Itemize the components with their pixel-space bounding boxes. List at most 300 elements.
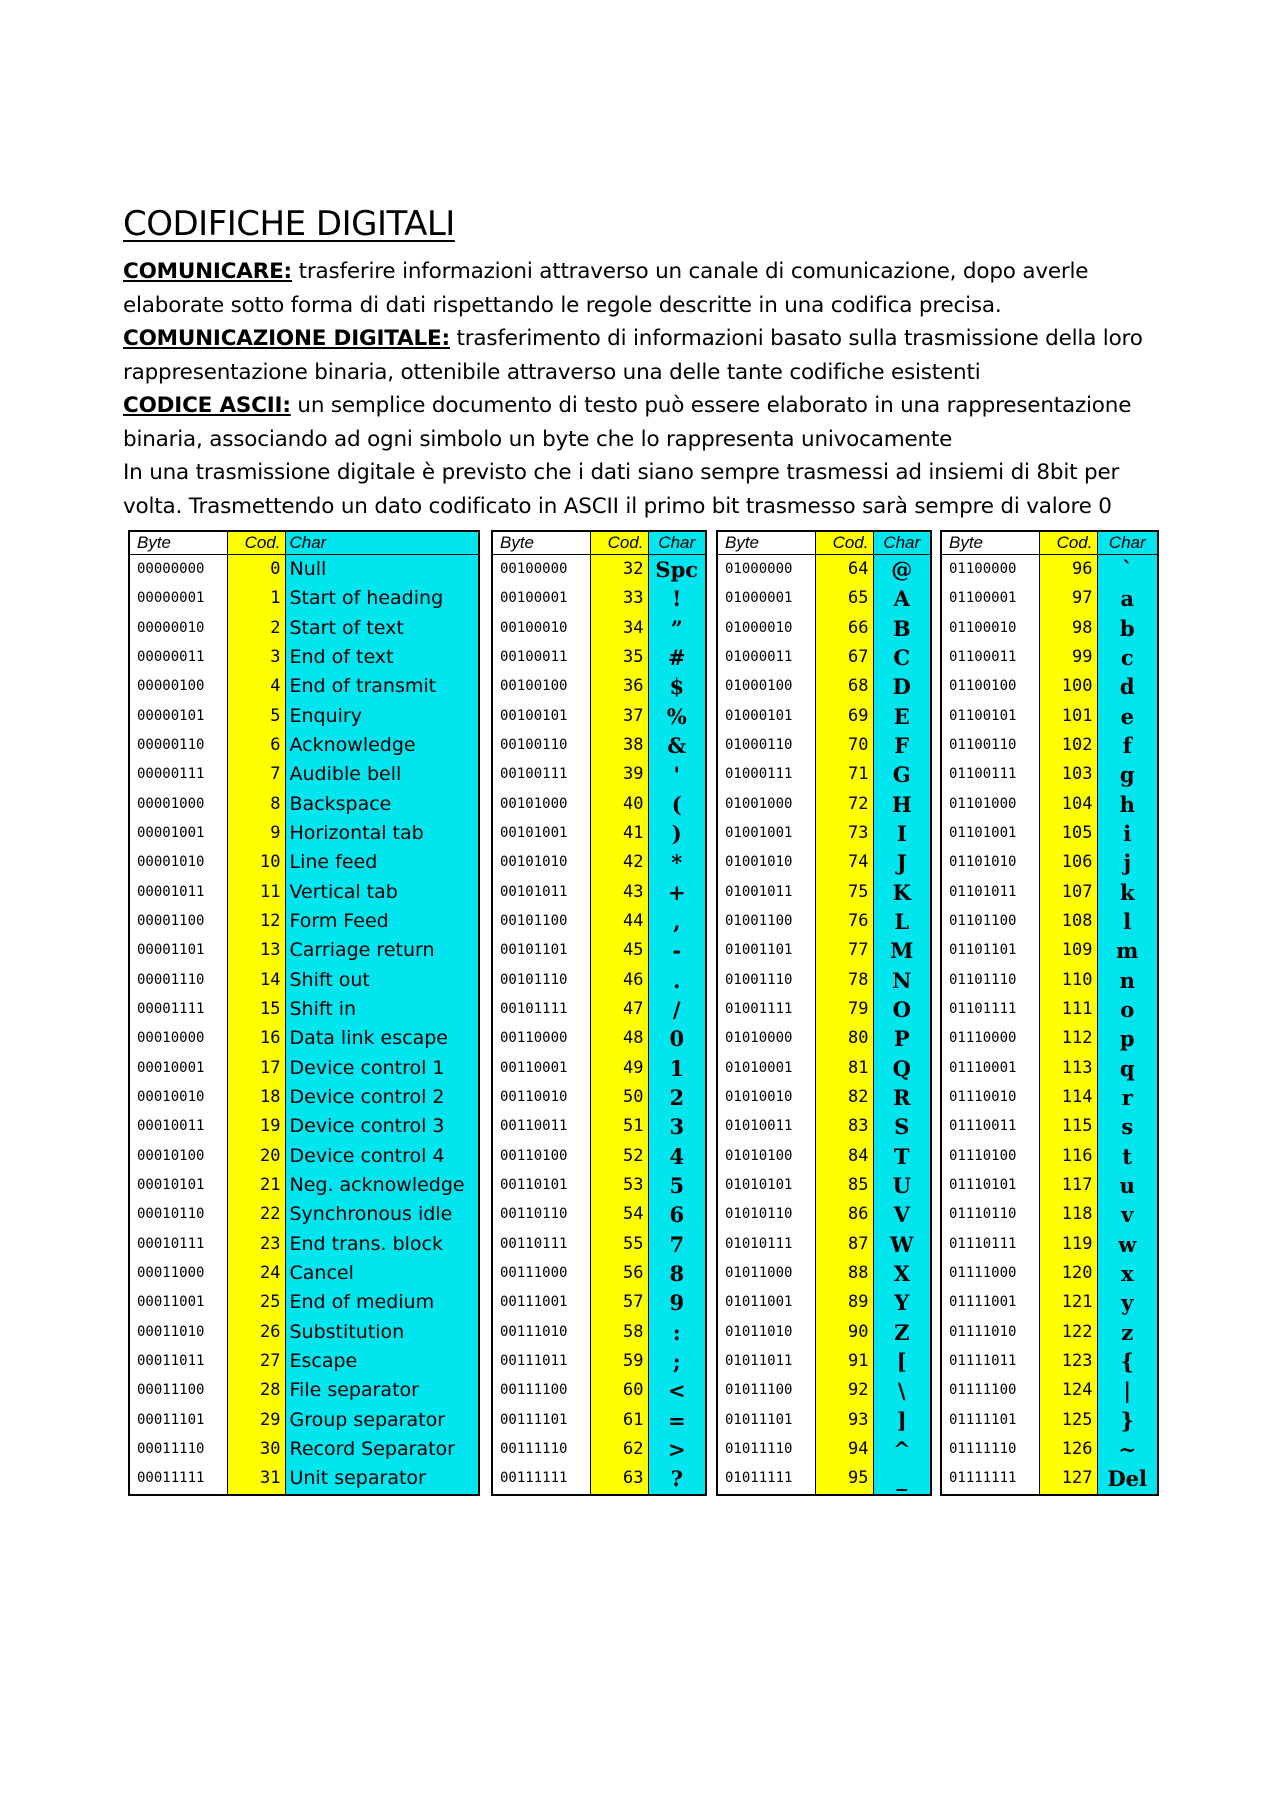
header-byte: Byte <box>129 531 227 555</box>
char-cell: ^ <box>873 1435 931 1464</box>
byte-cell: 00000000 <box>129 555 227 585</box>
char-cell: V <box>873 1200 931 1229</box>
char-cell: Group separator <box>285 1406 479 1435</box>
table-row <box>941 848 1158 877</box>
table-row <box>717 1435 931 1464</box>
char-cell: I <box>873 819 931 848</box>
char-cell: o <box>1097 995 1158 1024</box>
byte-cell: 01101111 <box>941 995 1039 1024</box>
table-row <box>941 790 1158 819</box>
char-cell: m <box>1097 936 1158 965</box>
byte-cell: 01011001 <box>717 1288 815 1317</box>
byte-cell: 00000101 <box>129 702 227 731</box>
byte-cell: 00110101 <box>492 1171 590 1200</box>
byte-cell: 00011100 <box>129 1376 227 1405</box>
byte-cell: 00101100 <box>492 907 590 936</box>
byte-cell: 01101000 <box>941 790 1039 819</box>
code-cell: 7 <box>227 760 285 789</box>
code-cell: 84 <box>815 1142 873 1171</box>
table-row <box>717 878 931 907</box>
table-header <box>717 531 931 555</box>
char-cell: u <box>1097 1171 1158 1200</box>
table-row <box>717 584 931 613</box>
table-row <box>492 848 706 877</box>
table-row <box>717 1083 931 1112</box>
table-row <box>129 1142 479 1171</box>
code-cell: 88 <box>815 1259 873 1288</box>
byte-cell: 01010001 <box>717 1054 815 1083</box>
char-cell: Shift out <box>285 966 479 995</box>
code-cell: 110 <box>1039 966 1097 995</box>
code-cell: 89 <box>815 1288 873 1317</box>
table-row <box>941 1406 1158 1435</box>
char-cell: End of medium <box>285 1288 479 1317</box>
table-row <box>941 1347 1158 1376</box>
table-row <box>492 614 706 643</box>
code-cell: 83 <box>815 1112 873 1141</box>
char-cell: 8 <box>648 1259 706 1288</box>
code-cell: 50 <box>590 1083 648 1112</box>
byte-cell: 00111000 <box>492 1259 590 1288</box>
code-cell: 111 <box>1039 995 1097 1024</box>
char-cell: A <box>873 584 931 613</box>
table-row <box>129 1464 479 1494</box>
char-cell: v <box>1097 1200 1158 1229</box>
char-cell: ” <box>648 614 706 643</box>
char-cell: y <box>1097 1288 1158 1317</box>
table-row <box>717 936 931 965</box>
code-cell: 94 <box>815 1435 873 1464</box>
char-cell: J <box>873 848 931 877</box>
byte-cell: 01110010 <box>941 1083 1039 1112</box>
byte-cell: 01101101 <box>941 936 1039 965</box>
table-row <box>941 760 1158 789</box>
char-cell: l <box>1097 907 1158 936</box>
table-row <box>941 584 1158 613</box>
code-cell: 67 <box>815 643 873 672</box>
byte-cell: 00101010 <box>492 848 590 877</box>
code-cell: 0 <box>227 555 285 585</box>
table-row <box>492 672 706 701</box>
byte-cell: 00000110 <box>129 731 227 760</box>
code-cell: 78 <box>815 966 873 995</box>
byte-cell: 01001111 <box>717 995 815 1024</box>
char-cell: N <box>873 966 931 995</box>
byte-cell: 01001101 <box>717 936 815 965</box>
code-cell: 115 <box>1039 1112 1097 1141</box>
header-cod: Cod. <box>815 531 873 555</box>
byte-cell: 01101011 <box>941 878 1039 907</box>
char-cell: Device control 4 <box>285 1142 479 1171</box>
byte-cell: 00111001 <box>492 1288 590 1317</box>
code-cell: 54 <box>590 1200 648 1229</box>
table-row <box>129 1230 479 1259</box>
byte-cell: 01010011 <box>717 1112 815 1141</box>
byte-cell: 01101010 <box>941 848 1039 877</box>
term-comunicare: COMUNICARE: <box>123 259 292 284</box>
char-cell: _ <box>873 1464 931 1494</box>
byte-cell: 00001000 <box>129 790 227 819</box>
char-cell: Escape <box>285 1347 479 1376</box>
byte-cell: 00100101 <box>492 702 590 731</box>
char-cell: Neg. acknowledge <box>285 1171 479 1200</box>
byte-cell: 00100000 <box>492 555 590 585</box>
table-row <box>941 1259 1158 1288</box>
code-cell: 121 <box>1039 1288 1097 1317</box>
table-row <box>129 1347 479 1376</box>
byte-cell: 00000100 <box>129 672 227 701</box>
code-cell: 34 <box>590 614 648 643</box>
code-cell: 66 <box>815 614 873 643</box>
table-row <box>941 672 1158 701</box>
table-row <box>492 936 706 965</box>
char-cell: Synchronous idle <box>285 1200 479 1229</box>
table-row <box>129 760 479 789</box>
byte-cell: 00101110 <box>492 966 590 995</box>
byte-cell: 00110100 <box>492 1142 590 1171</box>
char-cell: ] <box>873 1406 931 1435</box>
code-cell: 3 <box>227 643 285 672</box>
byte-cell: 00111011 <box>492 1347 590 1376</box>
table-row <box>717 1171 931 1200</box>
code-cell: 6 <box>227 731 285 760</box>
table-row <box>717 1112 931 1141</box>
table-row <box>717 1024 931 1053</box>
table-row <box>492 1230 706 1259</box>
char-cell: R <box>873 1083 931 1112</box>
char-cell: t <box>1097 1142 1158 1171</box>
byte-cell: 01100100 <box>941 672 1039 701</box>
code-cell: 47 <box>590 995 648 1024</box>
byte-cell: 00101000 <box>492 790 590 819</box>
code-cell: 18 <box>227 1083 285 1112</box>
code-cell: 123 <box>1039 1347 1097 1376</box>
table-row <box>941 1230 1158 1259</box>
code-cell: 126 <box>1039 1435 1097 1464</box>
byte-cell: 01111000 <box>941 1259 1039 1288</box>
table-row <box>129 672 479 701</box>
table-row <box>717 995 931 1024</box>
code-cell: 64 <box>815 555 873 585</box>
byte-cell: 01010010 <box>717 1083 815 1112</box>
char-cell: s <box>1097 1112 1158 1141</box>
char-cell: ( <box>648 790 706 819</box>
code-cell: 45 <box>590 936 648 965</box>
byte-cell: 01111111 <box>941 1464 1039 1494</box>
table-row <box>129 1435 479 1464</box>
table-row <box>492 1112 706 1141</box>
char-cell: P <box>873 1024 931 1053</box>
term-codice-ascii: CODICE ASCII: <box>123 393 291 418</box>
table-row <box>129 555 479 585</box>
byte-cell: 00010101 <box>129 1171 227 1200</box>
code-cell: 55 <box>590 1230 648 1259</box>
byte-cell: 01000110 <box>717 731 815 760</box>
byte-cell: 01000001 <box>717 584 815 613</box>
table-row <box>941 936 1158 965</box>
byte-cell: 01001100 <box>717 907 815 936</box>
table-row <box>717 1347 931 1376</box>
char-cell: / <box>648 995 706 1024</box>
char-cell: , <box>648 907 706 936</box>
byte-cell: 00101111 <box>492 995 590 1024</box>
table-row <box>941 907 1158 936</box>
char-cell: 1 <box>648 1054 706 1083</box>
code-cell: 42 <box>590 848 648 877</box>
code-cell: 65 <box>815 584 873 613</box>
code-cell: 5 <box>227 702 285 731</box>
table-row <box>492 1464 706 1494</box>
char-cell: # <box>648 643 706 672</box>
code-cell: 19 <box>227 1112 285 1141</box>
paragraph-codice-ascii <box>123 389 1163 456</box>
byte-cell: 01110110 <box>941 1200 1039 1229</box>
header-char: Char <box>648 531 706 555</box>
table-row <box>717 643 931 672</box>
code-cell: 122 <box>1039 1318 1097 1347</box>
table-row <box>717 760 931 789</box>
char-cell: Vertical tab <box>285 878 479 907</box>
table-row <box>129 790 479 819</box>
header-cod: Cod. <box>1039 531 1097 555</box>
byte-cell: 00000001 <box>129 584 227 613</box>
byte-cell: 00111101 <box>492 1406 590 1435</box>
char-cell: ; <box>648 1347 706 1376</box>
code-cell: 56 <box>590 1259 648 1288</box>
code-cell: 35 <box>590 643 648 672</box>
code-cell: 116 <box>1039 1142 1097 1171</box>
byte-cell: 01110000 <box>941 1024 1039 1053</box>
byte-cell: 00001100 <box>129 907 227 936</box>
char-cell: k <box>1097 878 1158 907</box>
char-cell: + <box>648 878 706 907</box>
definition-comunicare: trasferire informazioni attraverso un canale di comunicazione, dopo averle elaborate sotto forma di dati rispettando le regole descritte in una codifica precisa. <box>123 259 1089 318</box>
code-cell: 79 <box>815 995 873 1024</box>
char-cell: Line feed <box>285 848 479 877</box>
code-cell: 102 <box>1039 731 1097 760</box>
char-cell: [ <box>873 1347 931 1376</box>
byte-cell: 00110111 <box>492 1230 590 1259</box>
char-cell: $ <box>648 672 706 701</box>
code-cell: 15 <box>227 995 285 1024</box>
byte-cell: 01000100 <box>717 672 815 701</box>
code-cell: 63 <box>590 1464 648 1494</box>
char-cell: q <box>1097 1054 1158 1083</box>
table-row <box>717 1406 931 1435</box>
table-row <box>941 1171 1158 1200</box>
char-cell: ) <box>648 819 706 848</box>
page-title: CODIFICHE DIGITALI <box>123 204 455 244</box>
ascii-table-64-95 <box>716 530 932 1496</box>
char-cell: 5 <box>648 1171 706 1200</box>
code-cell: 44 <box>590 907 648 936</box>
header-row <box>129 531 479 555</box>
char-cell: G <box>873 760 931 789</box>
char-cell: ? <box>648 1464 706 1494</box>
byte-cell: 01010000 <box>717 1024 815 1053</box>
char-cell: 4 <box>648 1142 706 1171</box>
byte-cell: 00100110 <box>492 731 590 760</box>
table-row <box>941 1083 1158 1112</box>
code-cell: 36 <box>590 672 648 701</box>
char-cell: Spc <box>648 555 706 585</box>
code-cell: 59 <box>590 1347 648 1376</box>
char-cell: 2 <box>648 1083 706 1112</box>
byte-cell: 01001001 <box>717 819 815 848</box>
byte-cell: 00101011 <box>492 878 590 907</box>
header-row <box>492 531 706 555</box>
table-row <box>129 1083 479 1112</box>
byte-cell: 00011001 <box>129 1288 227 1317</box>
table-row <box>717 790 931 819</box>
table-row <box>129 1376 479 1405</box>
char-cell: Record Separator <box>285 1435 479 1464</box>
byte-cell: 01011110 <box>717 1435 815 1464</box>
char-cell: Device control 1 <box>285 1054 479 1083</box>
code-cell: 48 <box>590 1024 648 1053</box>
code-cell: 32 <box>590 555 648 585</box>
table-row <box>492 1435 706 1464</box>
table-row <box>492 1171 706 1200</box>
code-cell: 21 <box>227 1171 285 1200</box>
code-cell: 14 <box>227 966 285 995</box>
header-byte: Byte <box>492 531 590 555</box>
char-cell: r <box>1097 1083 1158 1112</box>
byte-cell: 00010011 <box>129 1112 227 1141</box>
byte-cell: 01010101 <box>717 1171 815 1200</box>
byte-cell: 01100111 <box>941 760 1039 789</box>
table-row <box>129 614 479 643</box>
table-row <box>717 1464 931 1494</box>
code-cell: 16 <box>227 1024 285 1053</box>
byte-cell: 01000000 <box>717 555 815 585</box>
code-cell: 29 <box>227 1406 285 1435</box>
byte-cell: 00110011 <box>492 1112 590 1141</box>
byte-cell: 00001111 <box>129 995 227 1024</box>
code-cell: 91 <box>815 1347 873 1376</box>
code-cell: 49 <box>590 1054 648 1083</box>
header-cod: Cod. <box>590 531 648 555</box>
char-cell: End of text <box>285 643 479 672</box>
char-cell: D <box>873 672 931 701</box>
code-cell: 52 <box>590 1142 648 1171</box>
table-row <box>941 1435 1158 1464</box>
code-cell: 37 <box>590 702 648 731</box>
table-row <box>717 907 931 936</box>
code-cell: 90 <box>815 1318 873 1347</box>
code-cell: 119 <box>1039 1230 1097 1259</box>
char-cell: End trans. block <box>285 1230 479 1259</box>
byte-cell: 01111110 <box>941 1435 1039 1464</box>
table-row <box>717 614 931 643</box>
table-row <box>941 1464 1158 1494</box>
code-cell: 57 <box>590 1288 648 1317</box>
byte-cell: 00100011 <box>492 643 590 672</box>
byte-cell: 00001110 <box>129 966 227 995</box>
char-cell: Del <box>1097 1464 1158 1494</box>
byte-cell: 01100010 <box>941 614 1039 643</box>
char-cell: Cancel <box>285 1259 479 1288</box>
code-cell: 124 <box>1039 1376 1097 1405</box>
char-cell: i <box>1097 819 1158 848</box>
table-row <box>129 995 479 1024</box>
char-cell: End of transmit <box>285 672 479 701</box>
table-row <box>941 702 1158 731</box>
code-cell: 85 <box>815 1171 873 1200</box>
code-cell: 98 <box>1039 614 1097 643</box>
byte-cell: 00110110 <box>492 1200 590 1229</box>
table-row <box>129 907 479 936</box>
table-header <box>129 531 479 555</box>
table-row <box>717 672 931 701</box>
byte-cell: 00100010 <box>492 614 590 643</box>
table-row <box>941 995 1158 1024</box>
ascii-table-32-63 <box>491 530 707 1496</box>
byte-cell: 00001001 <box>129 819 227 848</box>
byte-cell: 00100111 <box>492 760 590 789</box>
table-row <box>492 1200 706 1229</box>
byte-cell: 00011011 <box>129 1347 227 1376</box>
code-cell: 60 <box>590 1376 648 1405</box>
byte-cell: 01110111 <box>941 1230 1039 1259</box>
table-row <box>129 1259 479 1288</box>
byte-cell: 00111100 <box>492 1376 590 1405</box>
code-cell: 12 <box>227 907 285 936</box>
code-cell: 23 <box>227 1230 285 1259</box>
byte-cell: 01000111 <box>717 760 815 789</box>
table-row <box>492 584 706 613</box>
code-cell: 100 <box>1039 672 1097 701</box>
char-cell: Device control 3 <box>285 1112 479 1141</box>
byte-cell: 00010110 <box>129 1200 227 1229</box>
code-cell: 80 <box>815 1024 873 1053</box>
byte-cell: 01101110 <box>941 966 1039 995</box>
code-cell: 39 <box>590 760 648 789</box>
code-cell: 87 <box>815 1230 873 1259</box>
byte-cell: 00010000 <box>129 1024 227 1053</box>
char-cell: { <box>1097 1347 1158 1376</box>
char-cell: | <box>1097 1376 1158 1405</box>
byte-cell: 01000010 <box>717 614 815 643</box>
byte-cell: 01100011 <box>941 643 1039 672</box>
table-row <box>129 936 479 965</box>
char-cell: } <box>1097 1406 1158 1435</box>
code-cell: 107 <box>1039 878 1097 907</box>
char-cell: w <box>1097 1230 1158 1259</box>
ascii-table-0-31 <box>128 530 480 1496</box>
char-cell: > <box>648 1435 706 1464</box>
code-cell: 127 <box>1039 1464 1097 1494</box>
table-row <box>492 1083 706 1112</box>
table-row <box>492 760 706 789</box>
byte-cell: 01000011 <box>717 643 815 672</box>
byte-cell: 00111111 <box>492 1464 590 1494</box>
byte-cell: 01011100 <box>717 1376 815 1405</box>
byte-cell: 01100101 <box>941 702 1039 731</box>
code-cell: 75 <box>815 878 873 907</box>
byte-cell: 01001000 <box>717 790 815 819</box>
char-cell: Carriage return <box>285 936 479 965</box>
ascii-table-96-127 <box>940 530 1159 1496</box>
char-cell: ` <box>1097 555 1158 585</box>
code-cell: 103 <box>1039 760 1097 789</box>
code-cell: 93 <box>815 1406 873 1435</box>
char-cell: Unit separator <box>285 1464 479 1494</box>
table-row <box>492 1142 706 1171</box>
char-cell: 0 <box>648 1024 706 1053</box>
char-cell: M <box>873 936 931 965</box>
byte-cell: 00001011 <box>129 878 227 907</box>
